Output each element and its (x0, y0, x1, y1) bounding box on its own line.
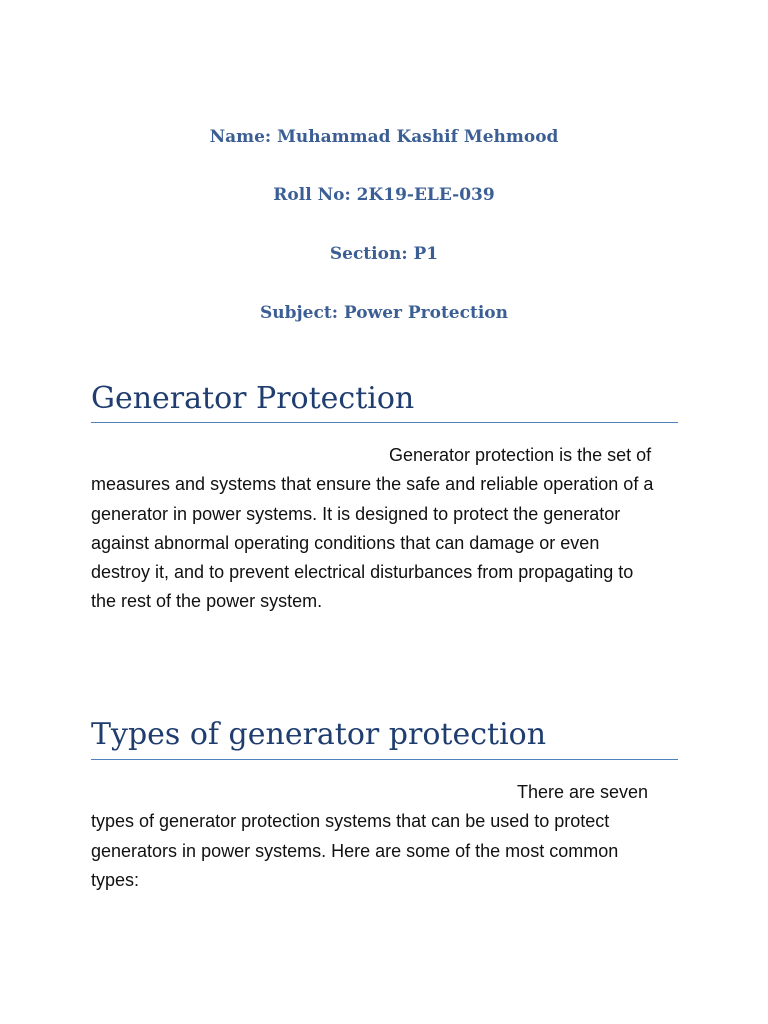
subject-label: Subject: Power Protection (260, 303, 508, 323)
paragraph-line: destroy it, and to prevent electrical disturbances from propagating to (91, 562, 634, 583)
paragraph-line: against abnormal operating conditions that can damage or even (91, 532, 600, 553)
heading-generator-protection: Generator Protection (91, 381, 415, 416)
student-name: Name: Muhammad Kashif Mehmood (209, 127, 559, 147)
paragraph-line: measures and systems that ensure the safe and reliable operation of a (91, 474, 654, 495)
paragraph-line: types: (91, 869, 140, 890)
paragraph-line: types of generator protection systems that can be used to protect (91, 811, 610, 832)
paragraph-types (91, 778, 678, 895)
section-label: Section: P1 (329, 244, 439, 264)
paragraph-line: the rest of the power system. (91, 591, 323, 612)
roll-number: Roll No: 2K19-ELE-039 (273, 185, 495, 205)
paragraph-generator-protection (91, 441, 678, 617)
heading-types-of-generator-protection: Types of generator protection (91, 717, 547, 752)
paragraph-line: generators in power systems. Here are some of the most common (91, 840, 619, 861)
heading-underline (91, 422, 678, 423)
heading-underline (91, 759, 678, 760)
paragraph-line: There are seven (517, 782, 649, 802)
paragraph-line: Generator protection is the set of (389, 445, 652, 465)
paragraph-line: generator in power systems. It is designed to protect the generator (91, 503, 621, 524)
